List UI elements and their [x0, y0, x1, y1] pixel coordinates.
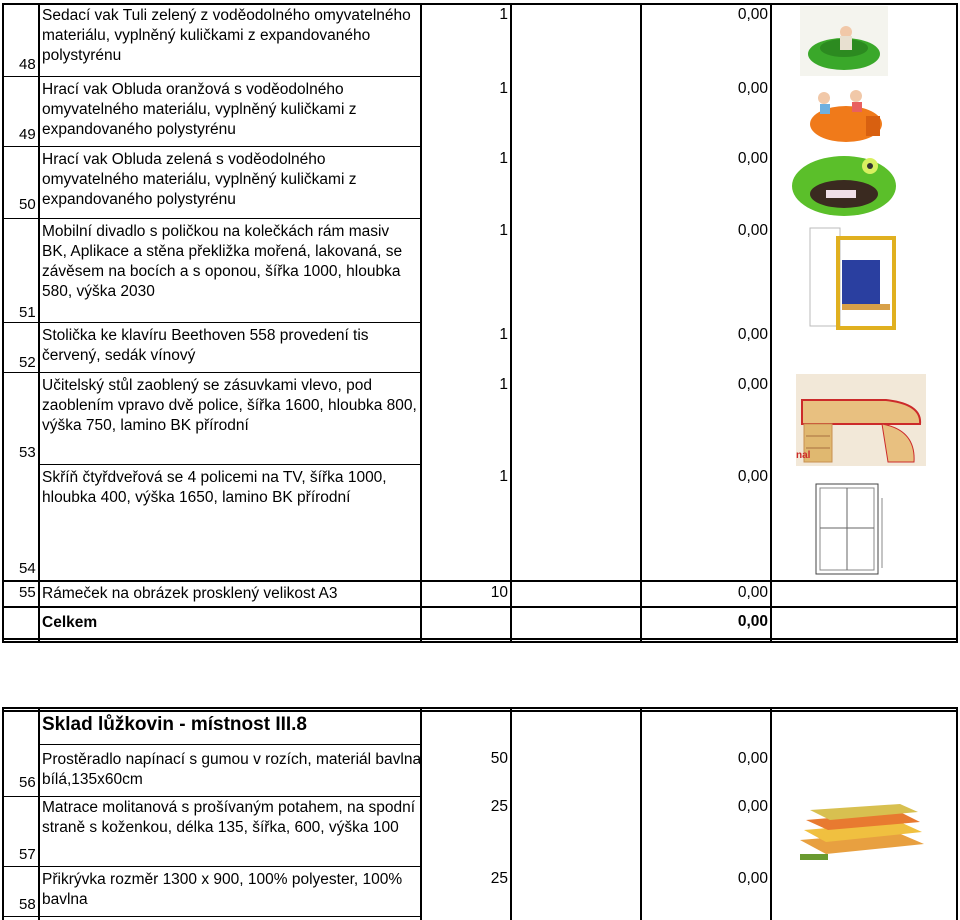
item-quantity: 1	[499, 326, 508, 343]
item-quantity: 1	[499, 376, 508, 393]
row-number: 50	[19, 196, 36, 213]
row-number: 55	[19, 584, 36, 601]
item-price: 0,00	[737, 376, 768, 393]
section-heading: Sklad lůžkovin - místnost III.8	[42, 714, 307, 735]
pic-label: nal	[796, 450, 811, 461]
item-quantity: 1	[499, 80, 508, 97]
item-description: Rámeček na obrázek prosklený velikost A3	[42, 585, 338, 602]
item-description: Prostěradlo napínací s gumou v rozích, materiál bavlna bílá,135x60cm	[42, 751, 422, 788]
item-price: 0,00	[737, 6, 768, 23]
item-description: Učitelský stůl zaoblený se zásuvkami vlevo, pod zaoblením vpravo dvě police, šířka 1600, hloubka 800, výška 750, lamino BK přírodní	[42, 377, 417, 434]
item-quantity: 25	[490, 798, 508, 815]
item-description: Mobilní divadlo s poličkou na kolečkách rám masiv BK, Aplikace a stěna překližka mořená, lakovaná, se závěsem na bocích a s oponou, šířka 1000, hloubka 580, výška 2030	[42, 223, 403, 300]
item-price: 0,00	[737, 150, 768, 167]
row-number: 51	[19, 304, 36, 321]
product-photo-green-monster	[790, 150, 898, 218]
row-number: 48	[19, 56, 36, 73]
product-photo-green-beanbag	[800, 6, 888, 76]
item-quantity: 1	[499, 6, 508, 23]
row-number: 52	[19, 354, 36, 371]
item-description: Skříň čtyřdveřová se 4 policemi na TV, šířka 1000, hloubka 400, výška 1650, lamino BK přírodní	[42, 469, 387, 506]
row-number: 58	[19, 896, 36, 913]
item-description: Přikrývka rozměr 1300 x 900, 100% polyester, 100% bavlna	[42, 871, 403, 908]
product-photo-orange-bag	[806, 76, 884, 146]
item-description: Stolička ke klavíru Beethoven 558 provedení tis červený, sedák vínový	[42, 327, 369, 364]
row-number: 56	[19, 774, 36, 791]
item-price: 0,00	[737, 80, 768, 97]
item-price: 0,00	[737, 584, 768, 601]
item-description: Matrace molitanová s prošívaným potahem, na spodní straně s koženkou, délka 135, šířka, 600, výška 100	[42, 799, 416, 836]
item-quantity: 50	[490, 750, 508, 767]
item-price: 0,00	[737, 750, 768, 767]
total-value: 0,00	[737, 613, 768, 630]
item-quantity: 1	[499, 150, 508, 167]
item-description: Hrací vak Obluda oranžová s voděodolného omyvatelného materiálu, vyplněný kuličkami z expandovaného polystyrénu	[42, 81, 357, 138]
item-description: Hrací vak Obluda zelená s voděodolného omyvatelného materiálu, vyplněný kuličkami z expandovaného polystyrénu	[42, 151, 357, 208]
item-quantity: 1	[499, 468, 508, 485]
row-number: 54	[19, 560, 36, 577]
item-quantity: 10	[490, 584, 508, 601]
product-photo-teacher-desk	[796, 374, 926, 466]
item-description: Sedací vak Tuli zelený z voděodolného omyvatelného materiálu, vyplněný kuličkami z expandovaného polystyrénu	[42, 7, 411, 64]
item-price: 0,00	[737, 870, 768, 887]
row-number: 49	[19, 126, 36, 143]
product-photo-theater	[802, 220, 900, 332]
row-number: 57	[19, 846, 36, 863]
item-price: 0,00	[737, 468, 768, 485]
product-photo-mattress	[796, 796, 928, 866]
product-photo-cabinet	[806, 468, 890, 580]
total-label: Celkem	[42, 614, 98, 631]
item-quantity: 25	[490, 870, 508, 887]
item-quantity: 1	[499, 222, 508, 239]
item-price: 0,00	[737, 798, 768, 815]
item-price: 0,00	[737, 326, 768, 343]
row-number: 53	[19, 444, 36, 461]
item-price: 0,00	[737, 222, 768, 239]
